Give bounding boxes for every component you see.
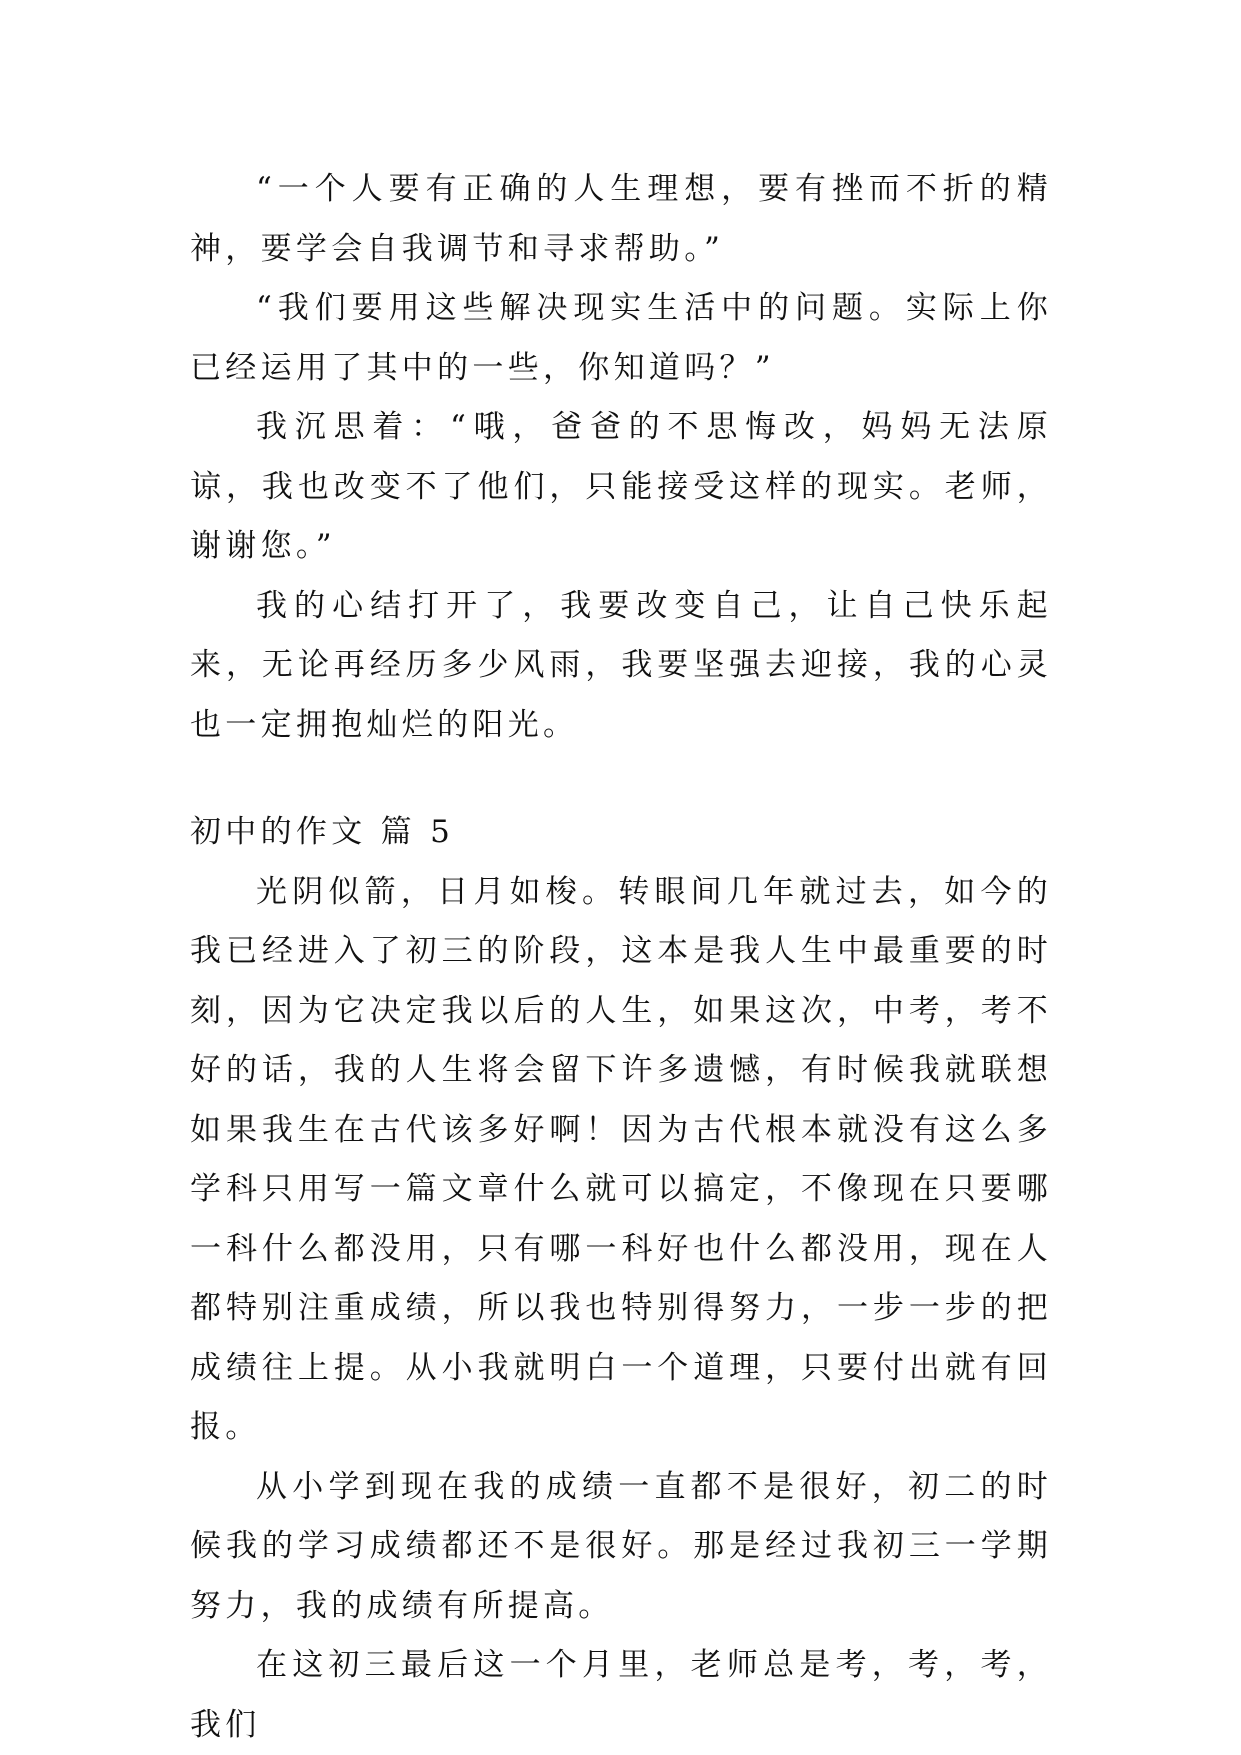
paragraph: 从小学到现在我的成绩一直都不是很好，初二的时候我的学习成绩都还不是很好。那是经过我初三一学期努力，我的成绩有所提高。 xyxy=(190,1468,1052,1624)
paragraph: “一个人要有正确的人生理想，要有挫而不折的精神，要学会自我调节和寻求帮助。” xyxy=(190,171,1052,267)
paragraph: 我的心结打开了，我要改变自己，让自己快乐起来，无论再经历多少风雨，我要坚强去迎接，我的心灵也一定拥抱灿烂的阳光。 xyxy=(190,587,1052,743)
paragraph: 我沉思着：“哦，爸爸的不思悔改，妈妈无法原谅，我也改变不了他们，只能接受这样的现实。老师，谢谢您。” xyxy=(190,409,1052,564)
paragraph: “我们要用这些解决现实生活中的问题。实际上你已经运用了其中的一些，你知道吗？” xyxy=(190,290,1052,386)
paragraph: 光阴似箭，日月如梭。转眼间几年就过去，如今的我已经进入了初三的阶段，这本是我人生中最重要的时刻，因为它决定我以后的人生，如果这次，中考，考不好的话，我的人生将会留下许多遗憾，有时候我就联想如果我生在古代该多好啊！因为古代根本就没有这么多学科只用写一篇文章什么就可以搞定，不像现在只要哪一科什么都没用，只有哪一科好也什么都没用，现在人都特别注重成绩，所以我也特别得努力，一步一步的把成绩往上提。从小我就明白一个道理，只要付出就有回报。 xyxy=(190,873,1052,1445)
section-heading: 初中的作文 篇 5 xyxy=(190,814,455,850)
paragraph: 在这初三最后这一个月里，老师总是考，考，考，我们 xyxy=(190,1647,1052,1743)
document-body xyxy=(190,160,1052,1755)
